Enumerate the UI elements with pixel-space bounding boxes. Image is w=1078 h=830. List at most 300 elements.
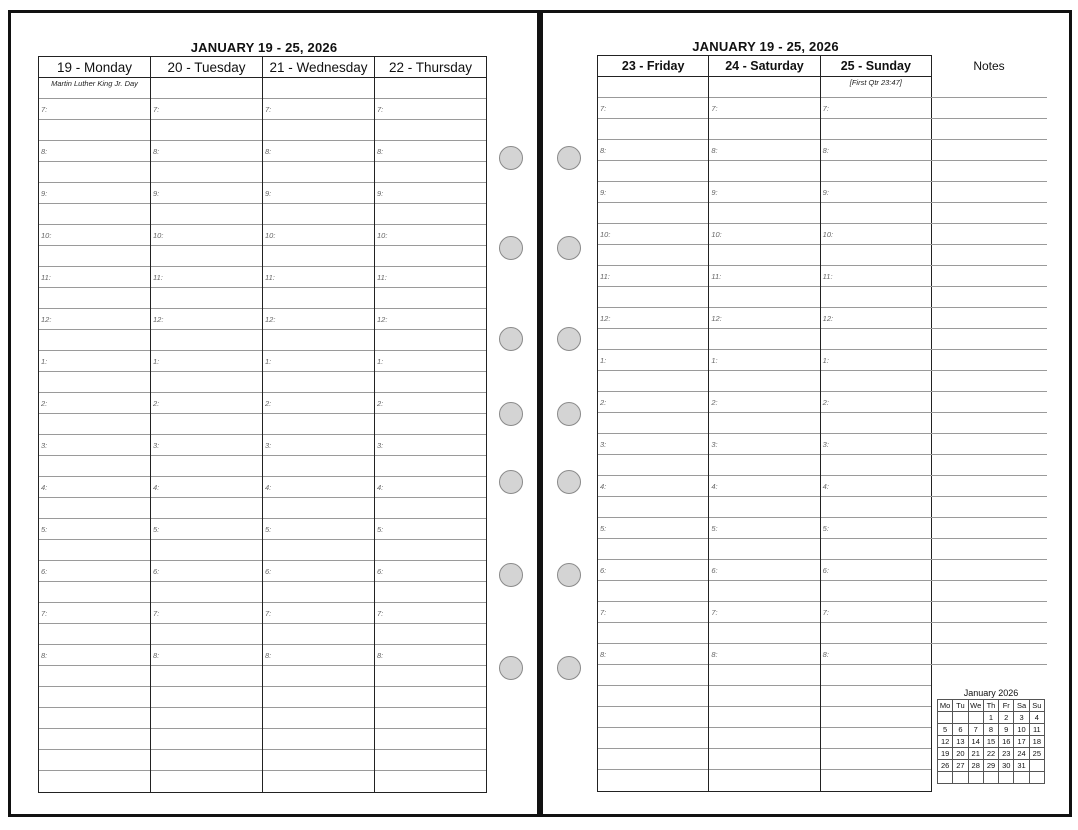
notes-line [931,140,1047,161]
hour-label: 10: [265,231,276,240]
right-planner-page [540,10,1072,817]
time-row [821,224,931,245]
time-row [151,288,262,309]
hour-label: 2: [41,399,48,408]
time-row [263,729,374,750]
hour-label: 8: [822,650,829,659]
time-row [598,161,708,182]
hour-label: 2: [265,399,272,408]
hour-label: 8: [41,651,48,660]
time-row [263,120,374,141]
time-row [151,393,262,414]
hour-label: 6: [41,567,48,576]
notes-line [931,350,1047,371]
right-day-grid [597,55,932,792]
day-event-note [709,77,819,98]
time-row [375,519,486,540]
hour-label: 8: [265,651,272,660]
time-row [151,540,262,561]
notes-line [931,539,1047,560]
time-row [375,687,486,708]
notes-line [931,77,1047,98]
time-row [39,162,150,183]
hour-label: 11: [377,273,387,282]
hour-label: 6: [600,566,607,575]
notes-line [931,644,1047,665]
binder-hole [499,470,523,494]
time-row [375,645,486,666]
time-row [39,666,150,687]
mini-calendar [937,687,1045,784]
hour-label: 6: [822,566,829,575]
hour-label: 11: [600,272,610,281]
time-row [821,203,931,224]
mini-week-row [938,760,1045,772]
time-row [375,141,486,162]
time-row [598,497,708,518]
time-row [151,246,262,267]
time-row [709,266,819,287]
hour-label: 7: [41,105,48,114]
time-row [151,645,262,666]
time-row [821,266,931,287]
time-row [375,666,486,687]
mini-day: 13 [953,736,968,748]
mini-day [938,772,953,784]
mini-day [999,772,1014,784]
time-row [151,750,262,771]
binder-hole [499,146,523,170]
time-row [39,330,150,351]
time-row [709,497,819,518]
notes-line [931,518,1047,539]
notes-column [931,55,1047,665]
binder-hole [499,327,523,351]
hour-label: 2: [711,398,718,407]
time-row [709,308,819,329]
hour-label: 1: [265,357,272,366]
time-row [151,771,262,792]
mini-day: 11 [1029,724,1044,736]
binder-hole [557,327,581,351]
time-row [375,99,486,120]
hour-label: 8: [41,147,48,156]
notes-line [931,182,1047,203]
hour-label: 9: [377,189,384,198]
time-row [598,728,708,749]
time-row [151,498,262,519]
mini-day: 27 [953,760,968,772]
mini-calendar-table [937,699,1045,784]
time-row [263,519,374,540]
time-row [263,435,374,456]
hour-label: 11: [711,272,722,281]
time-row [709,98,819,119]
time-row [151,120,262,141]
hour-label: 11: [822,272,833,281]
time-row [39,267,150,288]
time-row [375,246,486,267]
hour-label: 8: [265,147,272,156]
time-row [709,476,819,497]
hour-label: 7: [600,608,607,617]
day-header: 22 - Thursday [375,57,486,78]
time-row [821,770,931,791]
time-row [598,644,708,665]
mini-day: 9 [999,724,1014,736]
time-row [39,141,150,162]
left-week-title: JANUARY 19 - 25, 2026 [190,40,338,55]
time-row [709,623,819,644]
time-row [263,183,374,204]
notes-line [931,434,1047,455]
time-row [375,624,486,645]
time-row [151,351,262,372]
hour-label: 2: [377,399,384,408]
time-row [375,120,486,141]
binder-hole [557,236,581,260]
time-row [375,540,486,561]
hour-label: 4: [265,483,272,492]
mini-day [968,712,983,724]
time-row [709,224,819,245]
binder-hole [499,656,523,680]
time-row [263,750,374,771]
time-row [709,182,819,203]
mini-day [953,712,968,724]
time-row [39,603,150,624]
time-row [39,477,150,498]
time-row [709,287,819,308]
time-row [821,686,931,707]
mini-day: 16 [999,736,1014,748]
time-row [598,602,708,623]
hour-label: 8: [153,147,160,156]
time-row [151,582,262,603]
mini-day: 18 [1029,736,1044,748]
time-row [821,392,931,413]
hour-label: 1: [377,357,384,366]
hour-label: 7: [41,609,48,618]
time-row [151,603,262,624]
hour-label: 7: [822,104,829,113]
time-row [375,498,486,519]
notes-line [931,581,1047,602]
time-row [39,183,150,204]
hour-label: 5: [153,525,160,534]
mini-day: 2 [999,712,1014,724]
notes-line [931,161,1047,182]
time-row [821,98,931,119]
time-row [598,140,708,161]
time-row [151,372,262,393]
mini-week-row [938,736,1045,748]
time-row [821,287,931,308]
time-row [263,246,374,267]
hour-label: 9: [153,189,160,198]
hour-label: 5: [711,524,718,533]
time-row [598,224,708,245]
day-column [821,56,931,791]
mini-weekday: We [968,700,983,712]
time-row [263,645,374,666]
mini-week-row [938,724,1045,736]
mini-day: 30 [999,760,1014,772]
time-row [709,140,819,161]
hour-label: 2: [600,398,607,407]
time-row [598,119,708,140]
time-row [709,455,819,476]
hour-label: 6: [153,567,160,576]
time-row [375,456,486,477]
time-row [375,330,486,351]
day-event-note [598,77,708,98]
time-row [39,393,150,414]
time-row [375,477,486,498]
time-row [821,308,931,329]
time-row [598,665,708,686]
time-row [151,414,262,435]
time-row [375,435,486,456]
time-row [375,708,486,729]
time-row [709,644,819,665]
hour-label: 4: [600,482,607,491]
time-row [39,435,150,456]
time-row [39,372,150,393]
hour-label: 4: [41,483,48,492]
notes-line [931,413,1047,434]
time-row [375,162,486,183]
mini-weekday: Mo [938,700,953,712]
time-row [821,707,931,728]
time-row [151,309,262,330]
time-row [151,624,262,645]
mini-day: 24 [1014,748,1029,760]
time-row [263,351,374,372]
time-row [39,750,150,771]
time-row [821,602,931,623]
mini-day: 19 [938,748,953,760]
time-row [263,267,374,288]
time-row [39,729,150,750]
hour-label: 8: [153,651,160,660]
time-row [263,708,374,729]
time-row [39,351,150,372]
time-row [375,204,486,225]
mini-day [953,772,968,784]
hour-label: 5: [377,525,384,534]
notes-line [931,98,1047,119]
hour-label: 4: [153,483,160,492]
hour-label: 12: [822,314,834,323]
time-row [598,749,708,770]
day-column [375,57,486,792]
mini-day: 6 [953,724,968,736]
hour-label: 10: [153,231,164,240]
time-row [39,771,150,792]
time-row [263,309,374,330]
notes-line [931,329,1047,350]
hour-label: 9: [600,188,607,197]
notes-heading: Notes [973,59,1005,73]
time-row [375,267,486,288]
time-row [151,708,262,729]
time-row [709,413,819,434]
mini-day: 25 [1029,748,1044,760]
mini-day: 20 [953,748,968,760]
hour-label: 8: [822,146,829,155]
hour-label: 8: [377,651,384,660]
time-row [151,561,262,582]
time-row [375,393,486,414]
notes-line [931,455,1047,476]
hour-label: 6: [265,567,272,576]
hour-label: 12: [711,314,722,323]
day-column [263,57,375,792]
hour-label: 11: [41,273,51,282]
mini-day: 29 [983,760,998,772]
time-row [39,99,150,120]
time-row [709,581,819,602]
time-row [821,476,931,497]
time-row [821,644,931,665]
time-row [709,203,819,224]
hour-label: 12: [41,315,52,324]
time-row [39,225,150,246]
time-row [39,498,150,519]
notes-lines [931,77,1047,665]
time-row [151,519,262,540]
time-row [263,162,374,183]
time-row [598,413,708,434]
hour-label: 7: [265,609,272,618]
mini-day: 15 [983,736,998,748]
day-column [598,56,709,791]
hour-label: 2: [822,398,829,407]
mini-day: 28 [968,760,983,772]
day-header: 23 - Friday [598,56,708,77]
hour-label: 4: [377,483,384,492]
mini-day: 1 [983,712,998,724]
time-row [375,582,486,603]
time-row [821,560,931,581]
hour-label: 10: [600,230,611,239]
time-row [375,750,486,771]
time-row [375,372,486,393]
day-header: 25 - Sunday [821,56,931,77]
notes-line [931,392,1047,413]
time-row [263,141,374,162]
right-week-title: JANUARY 19 - 25, 2026 [692,39,839,54]
time-row [709,560,819,581]
time-row [598,539,708,560]
notes-line [931,602,1047,623]
notes-line [931,308,1047,329]
time-row [39,519,150,540]
time-row [821,161,931,182]
hour-label: 3: [600,440,607,449]
time-row [263,288,374,309]
time-row [263,624,374,645]
time-row [39,309,150,330]
time-row [263,603,374,624]
hour-label: 4: [822,482,829,491]
mini-week-row [938,772,1045,784]
hour-label: 12: [377,315,388,324]
time-row [39,687,150,708]
hour-label: 12: [153,315,164,324]
time-row [598,707,708,728]
time-row [709,350,819,371]
time-row [375,288,486,309]
time-row [39,540,150,561]
time-row [263,99,374,120]
day-header: 20 - Tuesday [151,57,262,78]
time-row [263,666,374,687]
hour-label: 5: [822,524,829,533]
time-row [151,456,262,477]
hour-label: 1: [600,356,607,365]
left-planner-page [8,10,540,817]
time-row [598,434,708,455]
time-row [375,603,486,624]
day-header: 21 - Wednesday [263,57,374,78]
day-event-note [375,78,486,99]
time-row [151,99,262,120]
mini-week-row [938,712,1045,724]
hour-label: 7: [822,608,829,617]
time-row [598,245,708,266]
time-row [39,288,150,309]
time-row [375,309,486,330]
time-row [821,518,931,539]
time-row [263,456,374,477]
time-row [709,434,819,455]
hour-label: 7: [377,105,384,114]
time-row [598,581,708,602]
time-row [263,498,374,519]
hour-label: 9: [265,189,272,198]
hour-label: 9: [711,188,718,197]
time-row [375,414,486,435]
time-row [375,183,486,204]
notes-line [931,203,1047,224]
notes-line [931,371,1047,392]
notes-line [931,245,1047,266]
day-event-note: Martin Luther King Jr. Day [39,78,150,99]
notes-line [931,497,1047,518]
time-row [821,371,931,392]
time-row [709,119,819,140]
hour-label: 9: [822,188,829,197]
time-row [709,518,819,539]
time-row [821,581,931,602]
hour-label: 7: [711,608,718,617]
mini-day: 21 [968,748,983,760]
binder-hole [557,146,581,170]
time-row [39,414,150,435]
time-row [151,183,262,204]
hour-label: 7: [377,609,384,618]
time-row [263,477,374,498]
time-row [263,225,374,246]
time-row [39,204,150,225]
time-row [151,729,262,750]
hour-label: 3: [153,441,160,450]
hour-label: 1: [822,356,829,365]
time-row [709,392,819,413]
time-row [151,225,262,246]
